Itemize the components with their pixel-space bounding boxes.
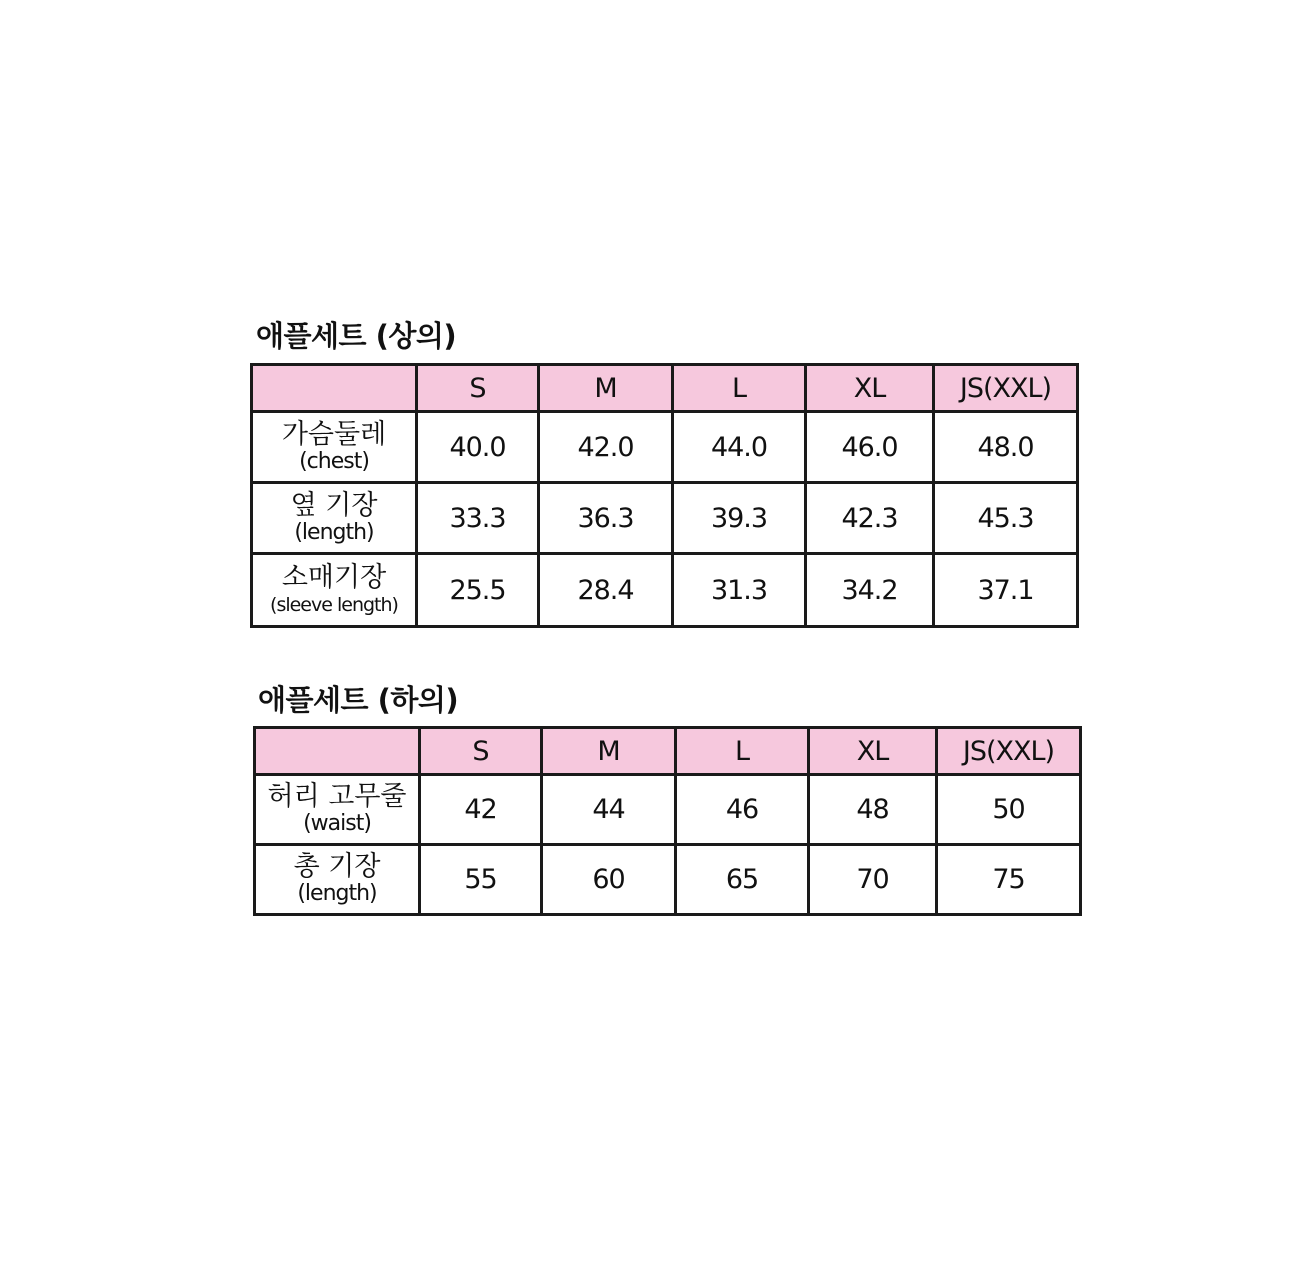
measurement-cell: 33.3 xyxy=(417,483,539,554)
row-label-korean: 허리 고무줄 xyxy=(267,781,407,812)
row-label xyxy=(252,412,417,483)
measurement-cell: 48 xyxy=(809,775,937,845)
measurement-cell: 50 xyxy=(937,775,1081,845)
table-row xyxy=(255,845,1081,915)
size-header: L xyxy=(673,365,806,412)
table-row xyxy=(255,775,1081,845)
measurement-cell: 70 xyxy=(809,845,937,915)
header-blank-cell xyxy=(255,728,420,775)
measurement-cell: 75 xyxy=(937,845,1081,915)
row-label-korean: 소매기장 xyxy=(281,561,387,593)
size-header: M xyxy=(539,365,673,412)
top-table-title: 애플세트 (상의) xyxy=(256,319,457,353)
size-header: S xyxy=(417,365,539,412)
row-label-english: (waist) xyxy=(303,811,371,836)
measurement-cell: 42.3 xyxy=(806,483,934,554)
measurement-cell: 31.3 xyxy=(673,554,806,627)
row-label-english: (length) xyxy=(294,519,374,545)
top-size-table xyxy=(250,363,1079,628)
table-row xyxy=(252,483,1078,554)
measurement-cell: 34.2 xyxy=(806,554,934,627)
measurement-cell: 44.0 xyxy=(673,412,806,483)
bottom-size-table xyxy=(253,726,1082,916)
row-label xyxy=(252,483,417,554)
row-label-english: (chest) xyxy=(299,448,369,474)
row-label-korean: 가슴둘레 xyxy=(281,418,387,450)
bottom-table-title: 애플세트 (하의) xyxy=(258,683,459,717)
measurement-cell: 44 xyxy=(542,775,676,845)
size-header: JS(XXL) xyxy=(937,728,1081,775)
measurement-cell: 46.0 xyxy=(806,412,934,483)
measurement-cell: 40.0 xyxy=(417,412,539,483)
measurement-cell: 28.4 xyxy=(539,554,673,627)
row-label xyxy=(255,845,420,915)
measurement-cell: 36.3 xyxy=(539,483,673,554)
size-header: JS(XXL) xyxy=(934,365,1078,412)
size-header: S xyxy=(420,728,542,775)
measurement-cell: 55 xyxy=(420,845,542,915)
row-label-english: (length) xyxy=(297,881,377,906)
size-header: L xyxy=(676,728,809,775)
measurement-cell: 46 xyxy=(676,775,809,845)
measurement-cell: 48.0 xyxy=(934,412,1078,483)
header-row xyxy=(255,728,1081,775)
size-header: XL xyxy=(806,365,934,412)
row-label-korean: 총 기장 xyxy=(293,851,381,882)
measurement-cell: 42 xyxy=(420,775,542,845)
measurement-cell: 65 xyxy=(676,845,809,915)
table-row xyxy=(252,412,1078,483)
row-label-korean: 옆 기장 xyxy=(290,489,378,521)
measurement-cell: 37.1 xyxy=(934,554,1078,627)
row-label-english: (sleeve length) xyxy=(270,593,398,616)
header-blank-cell xyxy=(252,365,417,412)
row-label xyxy=(252,554,417,627)
size-header: M xyxy=(542,728,676,775)
measurement-cell: 42.0 xyxy=(539,412,673,483)
table-row xyxy=(252,554,1078,627)
row-label xyxy=(255,775,420,845)
size-header: XL xyxy=(809,728,937,775)
measurement-cell: 39.3 xyxy=(673,483,806,554)
measurement-cell: 25.5 xyxy=(417,554,539,627)
header-row xyxy=(252,365,1078,412)
measurement-cell: 60 xyxy=(542,845,676,915)
measurement-cell: 45.3 xyxy=(934,483,1078,554)
